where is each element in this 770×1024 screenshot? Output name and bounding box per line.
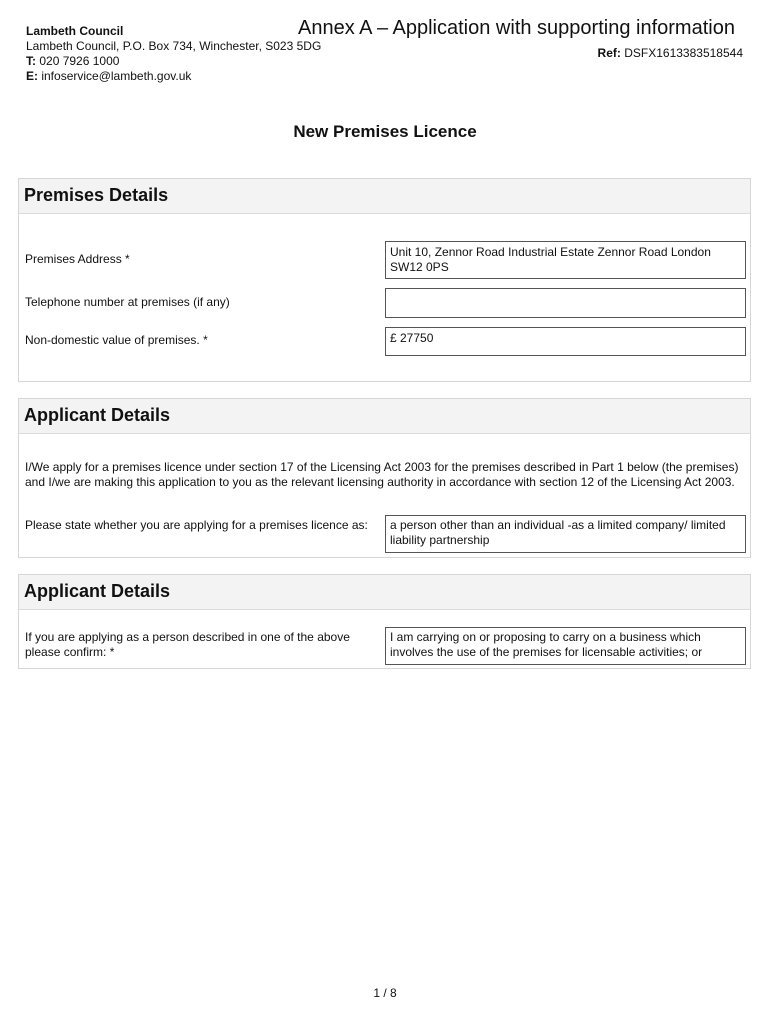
applicant-confirm-field[interactable]: I am carrying on or proposing to carry on a business which involves the use of the premises for licensable activities; or xyxy=(385,627,746,665)
ref-label: Ref: xyxy=(597,46,621,60)
council-email-line xyxy=(26,69,321,84)
applicant-confirm-label: If you are applying as a person described in one of the above please confirm: * xyxy=(25,630,350,659)
form-title: New Premises Licence xyxy=(293,122,477,141)
premises-details-section xyxy=(18,178,751,382)
premises-telephone-label: Telephone number at premises (if any) xyxy=(25,295,230,309)
ref-value: DSFX1613383518544 xyxy=(624,46,743,60)
council-address: Lambeth Council, P.O. Box 734, Winchester, S023 5DG xyxy=(26,39,322,53)
email-label: E: xyxy=(26,69,38,83)
email-address: infoservice@lambeth.gov.uk xyxy=(41,69,192,83)
non-domestic-value-label: Non-domestic value of premises. * xyxy=(25,333,208,347)
premises-address-field[interactable]: Unit 10, Zennor Road Industrial Estate Zennor Road London SW12 0PS xyxy=(385,241,746,279)
page-number: 1 / 8 xyxy=(373,986,397,1000)
phone-label: T: xyxy=(26,54,36,68)
section-heading: Applicant Details xyxy=(19,575,750,610)
reference-number xyxy=(598,46,743,61)
premises-telephone-field[interactable] xyxy=(385,288,746,318)
premises-address-label: Premises Address * xyxy=(25,252,130,266)
applying-as-field[interactable]: a person other than an individual -as a limited company/ limited liability partnership xyxy=(385,515,746,553)
application-intro-text: I/We apply for a premises licence under section 17 of the Licensing Act 2003 for the premises described in Part 1 below (the premises) and I/we are making this application to you as the relevant licensing authority in accordance with section 12 of the Licensing Act 2003. xyxy=(25,460,739,489)
section-heading: Premises Details xyxy=(19,179,750,214)
annex-title: Annex A – Application with supporting information xyxy=(298,17,735,39)
council-contact-block xyxy=(26,24,321,84)
applicant-details-section xyxy=(18,398,751,558)
phone-number: 020 7926 1000 xyxy=(39,54,120,68)
non-domestic-value-field[interactable]: £ 27750 xyxy=(385,327,746,356)
council-phone-line xyxy=(26,54,321,69)
section-heading: Applicant Details xyxy=(19,399,750,434)
council-name: Lambeth Council xyxy=(26,24,124,38)
applying-as-label: Please state whether you are applying for a premises licence as: xyxy=(25,518,368,532)
applicant-details-confirm-section xyxy=(18,574,751,669)
